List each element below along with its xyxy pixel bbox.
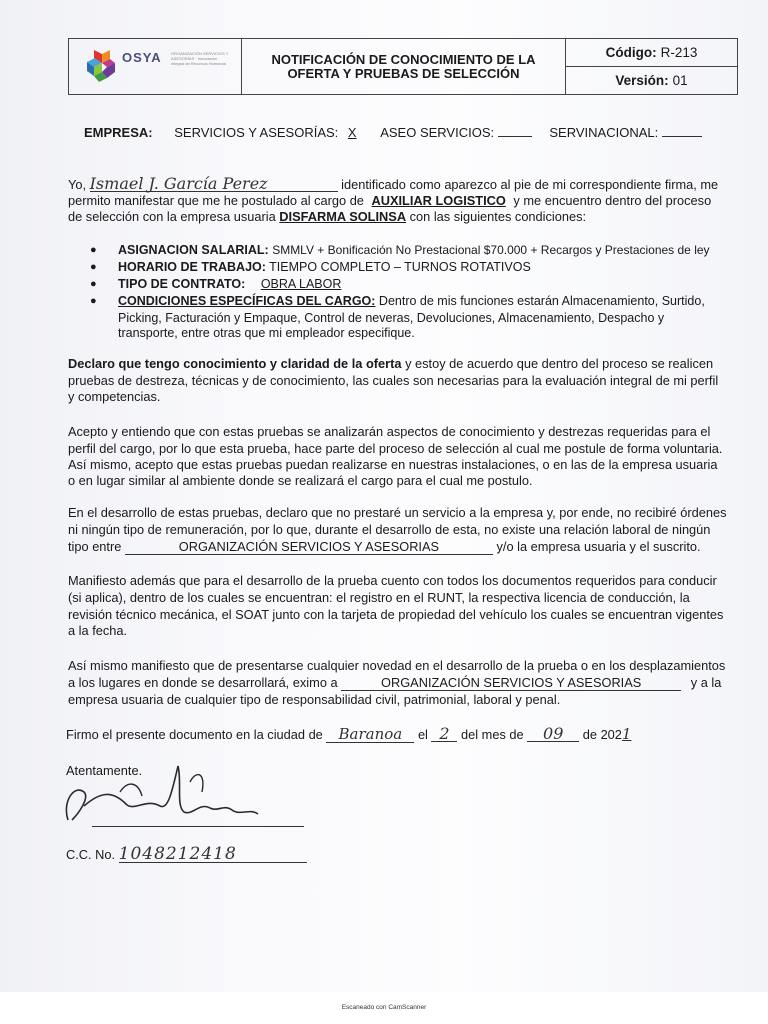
cargo-value: AUXILIAR LOGISTICO xyxy=(371,193,506,208)
condition-contract-label: TIPO DE CONTRATO: xyxy=(118,277,246,291)
handwritten-signature xyxy=(60,762,270,830)
p4-line-3: revisión técnico mecánica, el SOAT junto con la tarjeta de propiedad del vehículo los cuales se encuentran vigentes xyxy=(68,607,724,622)
logo-cell xyxy=(69,39,242,94)
firma-month-handwritten: 09 xyxy=(527,726,579,742)
p5-line-2-pre: a los lugares en donde se desarrollará, eximo a xyxy=(68,675,338,690)
firma-year-printed: 202 xyxy=(600,727,622,742)
condition-specific-text-1: Dentro de mis funciones estarán Almacenamiento, Surtido, xyxy=(378,294,705,308)
firma-day-handwritten: 2 xyxy=(431,726,457,742)
empresa-option-3-blank xyxy=(662,124,702,137)
cc-label: C.C. No. xyxy=(66,847,116,862)
p4-line-4: a la fecha. xyxy=(68,623,128,638)
condition-salary-label: ASIGNACION SALARIAL: xyxy=(118,243,269,257)
candidate-name-handwritten: Ismael J. García Perez xyxy=(90,176,338,192)
p5-line-2 xyxy=(68,675,721,691)
firma-el: el xyxy=(417,727,428,742)
version-value: 01 xyxy=(672,73,688,88)
version-row xyxy=(566,67,737,94)
bullet-icon: ● xyxy=(90,295,97,307)
version-label: Versión: xyxy=(615,73,669,88)
empresa-usuaria-value: DISFARMA SOLINSA xyxy=(279,209,407,224)
p4-line-2: (si aplica), dentro de los cuales se encuentran: el registro en el RUNT, la respectiva licencia de conducción, la xyxy=(68,590,690,605)
p2-line-2: perfil del cargo, por lo que esta prueba, hace parte del proceso de selección al cual me postule de forma voluntaria. xyxy=(68,441,723,456)
p1-bold: Declaro que tengo conocimiento y claridad de la oferta xyxy=(68,356,402,371)
empresa-line xyxy=(84,124,702,140)
condition-schedule-text: TIEMPO COMPLETO – TURNOS ROTATIVOS xyxy=(269,260,531,274)
p3-line-3-post: y/o la empresa usuaria y el suscrito. xyxy=(496,539,701,554)
p1-line-2: pruebas de destreza, técnicas y de conocimiento, las cuales son necesarias para la evaluación integral de mi perfil xyxy=(68,373,719,388)
empresa-option-1: SERVICIOS Y ASESORÍAS: xyxy=(174,125,339,140)
condition-contract-text: OBRA LABOR xyxy=(260,277,342,291)
intro-line-3-pre: de selección con la empresa usuaria xyxy=(68,209,276,224)
p2-line-3: Así mismo, acepto que estas pruebas puedan realizarse en nuestras instalaciones, o en las de la empresa usuaria xyxy=(68,457,718,472)
condition-schedule-label: HORARIO DE TRABAJO: xyxy=(118,260,266,274)
intro-line-1-text: identificado como aparezco al pie de mi correspondiente firma, me xyxy=(341,177,719,192)
p5-organization: ORGANIZACIÓN SERVICIOS Y ASESORIAS xyxy=(341,675,681,691)
p1-line-1 xyxy=(68,356,713,371)
osya-logo-icon xyxy=(85,48,117,84)
p5-line-3: empresa usuaria de cualquier tipo de responsabilidad civil, patrimonial, laboral y penal. xyxy=(68,692,561,707)
logo-text: OSYA xyxy=(122,50,162,65)
code-value: R-213 xyxy=(660,45,698,60)
condition-contract xyxy=(118,277,353,292)
firma-city-handwritten: Baranoa xyxy=(326,727,414,743)
code-label: Código: xyxy=(605,45,657,60)
bullet-icon: ● xyxy=(90,261,97,273)
empresa-label: EMPRESA: xyxy=(84,125,153,140)
firma-mes: del mes de xyxy=(461,727,524,742)
p3-line-2: ni ningún tipo de remuneración, por lo que, durante el desarrollo de esta, no existe una relación laboral de ningún xyxy=(68,522,711,537)
intro-line-1 xyxy=(68,176,718,192)
empresa-option-3: SERVINACIONAL: xyxy=(549,125,659,140)
document-header xyxy=(68,38,738,95)
p5-line-1: Así mismo manifiesto que de presentarse cualquier novedad en el desarrollo de la prueba o en los desplazamientos xyxy=(68,658,726,673)
firma-de: de xyxy=(582,727,597,742)
condition-specific-3: transporte, entre otras que mi empleador especifique. xyxy=(118,326,415,340)
bullet-icon: ● xyxy=(90,278,97,290)
bullet-icon: ● xyxy=(90,244,97,256)
firma-line xyxy=(66,726,631,743)
scanner-footer: Escaneado con CamScanner xyxy=(0,992,768,1024)
logo-subtitle: ORGANIZACIÓN SERVICIOS Y ASESORÍAS · Innovación integral de Recursos Humanos xyxy=(171,51,229,66)
meta-cell xyxy=(566,39,737,94)
intro-line-3 xyxy=(68,209,586,224)
intro-line-2 xyxy=(68,193,711,208)
condition-specific-1 xyxy=(118,294,705,309)
condition-salary-text: SMMLV + Bonificación No Prestacional $70.000 + Recargos y Prestaciones de ley xyxy=(272,243,710,257)
firma-pre: Firmo el presente documento en la ciudad de xyxy=(66,727,323,742)
empresa-option-2: ASEO SERVICIOS: xyxy=(380,125,495,140)
condition-specific-label: CONDICIONES ESPECÍFICAS DEL CARGO: xyxy=(118,294,376,308)
empresa-option-1-mark: X xyxy=(347,125,357,140)
cc-line xyxy=(66,844,307,864)
condition-salary xyxy=(118,243,710,258)
cc-value-handwritten: 1048212418 xyxy=(119,847,307,863)
p1-line-3: y competencias. xyxy=(68,389,161,404)
p2-line-1: Acepto y entiendo que con estas pruebas se analizarán aspectos de conocimiento y destrezas requeridas para el xyxy=(68,424,711,439)
p1-line-1-text: y estoy de acuerdo que dentro del proceso se realicen xyxy=(405,356,714,371)
empresa-option-2-blank xyxy=(498,124,532,137)
intro-line-3-post: con las siguientes condiciones: xyxy=(409,209,587,224)
p4-line-1: Manifiesto además que para el desarrollo de la prueba cuento con todos los documentos requeridos para conducir xyxy=(68,573,717,588)
intro-yo: Yo, xyxy=(68,177,87,192)
code-row xyxy=(566,39,737,67)
document-title: NOTIFICACIÓN DE CONOCIMIENTO DE LA OFERTA Y PRUEBAS DE SELECCIÓN xyxy=(242,39,566,94)
p5-line-2-post: y a la xyxy=(690,675,722,690)
signature-line xyxy=(92,826,304,827)
p3-line-3 xyxy=(68,539,701,555)
intro-line-2-pre: permito manifestar que me he postulado al cargo de xyxy=(68,193,364,208)
atentamente-text: Atentamente. xyxy=(66,763,143,778)
p2-line-4: o en lugar similar al ambiente donde se realizará el cargo para el cual me postulo. xyxy=(68,473,533,488)
firma-year-handwritten: 1 xyxy=(621,725,632,743)
p3-line-3-pre: tipo entre xyxy=(68,539,122,554)
condition-specific-2: Picking, Facturación y Empaque, Control de neveras, Devoluciones, Almacenamiento, Despacho y xyxy=(118,311,665,325)
p3-organization: ORGANIZACIÓN SERVICIOS Y ASESORIAS xyxy=(125,539,493,555)
condition-schedule xyxy=(118,260,531,275)
intro-line-2-post: y me encuentro dentro del proceso xyxy=(513,193,712,208)
p3-line-1: En el desarrollo de estas pruebas, declaro que no prestaré un servicio a la empresa y, por ende, no recibiré órdenes xyxy=(68,505,727,520)
